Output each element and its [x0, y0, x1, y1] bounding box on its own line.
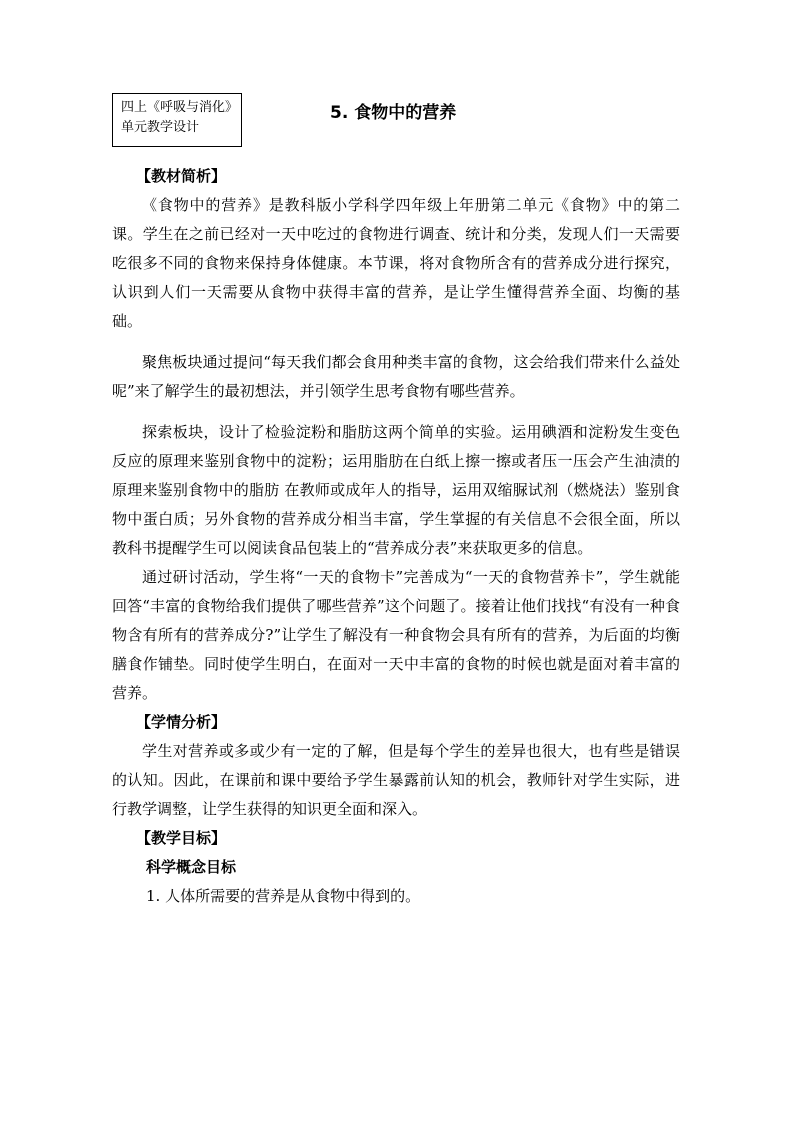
textbook-paragraph-1: 《食物中的营养》是教科版小学科学四年级上年册第二单元《食物》中的第二课。学生在之前已经对一天中吃过的食物进行调查、统计和分类，发现人们一天需要吃很多不同的食物来保持身体健康。本节课，将对食物所含有的营养成分进行探究，认识到人们一天需要从食物中获得丰富的营养，是让学生懂得营养全面、均衡的基础。 [112, 196, 680, 330]
science-concept-heading: 科学概念目标 [146, 858, 237, 876]
document-body [112, 162, 680, 911]
unit-label-line2: 单元教学设计 [121, 120, 200, 135]
unit-label-line1: 四上《呼吸与消化》 [121, 100, 239, 115]
textbook-paragraph-2: 聚焦板块通过提问“每天我们都会食用种类丰富的食物，这会给我们带来什么益处呢”来了解学生的最初想法，并引领学生思考食物有哪些营养。 [112, 353, 680, 400]
textbook-paragraph-3: 探索板块，设计了检验淀粉和脂肪这两个简单的实验。运用碘酒和淀粉发生变色反应的原理来鉴别食物中的淀粉；运用脂肪在白纸上擦一擦或者压一压会产生油渍的原理来鉴别食物中的脂肪 在教师或成年人的指导，运用双缩脲试剂（燃烧法）鉴别食物中蛋白质；另外食物的营养成分相当丰富，学生掌握的有关信息不会很全面，所以教科书提醒学生可以阅读食品包装上的“营养成分表”来获取更多的信息。 [112, 423, 680, 557]
student-analysis-heading: 【学情分析】 [136, 713, 227, 731]
textbook-paragraph-4: 通过研讨活动，学生将“一天的食物卡”完善成为“一天的食物营养卡”，学生就能回答“丰富的食物给我们提供了哪些营养”这个问题了。接着让他们找找“有没有一种食物含有所有的营养成分?”让学生了解没有一种食物会具有所有的营养，为后面的均衡膳食作铺垫。同时使学生明白，在面对一天中丰富的食物的时候也就是面对着丰富的营养。 [112, 568, 680, 702]
page-title: 5. 食物中的营养 [330, 103, 457, 123]
student-paragraph-1: 学生对营养或多或少有一定的了解，但是每个学生的差异也很大，也有些是错误的认知。因此，在课前和课中要给予学生暴露前认知的机会，教师针对学生实际，进行教学调整，让学生获得的知识更全面和深入。 [112, 742, 680, 818]
teaching-goals-heading: 【教学目标】 [136, 829, 227, 847]
concept-item-1: 1. 人体所需要的营养是从食物中得到的。 [146, 887, 421, 905]
textbook-analysis-heading: 【教材简析】 [136, 167, 227, 185]
unit-label-box [112, 93, 242, 147]
